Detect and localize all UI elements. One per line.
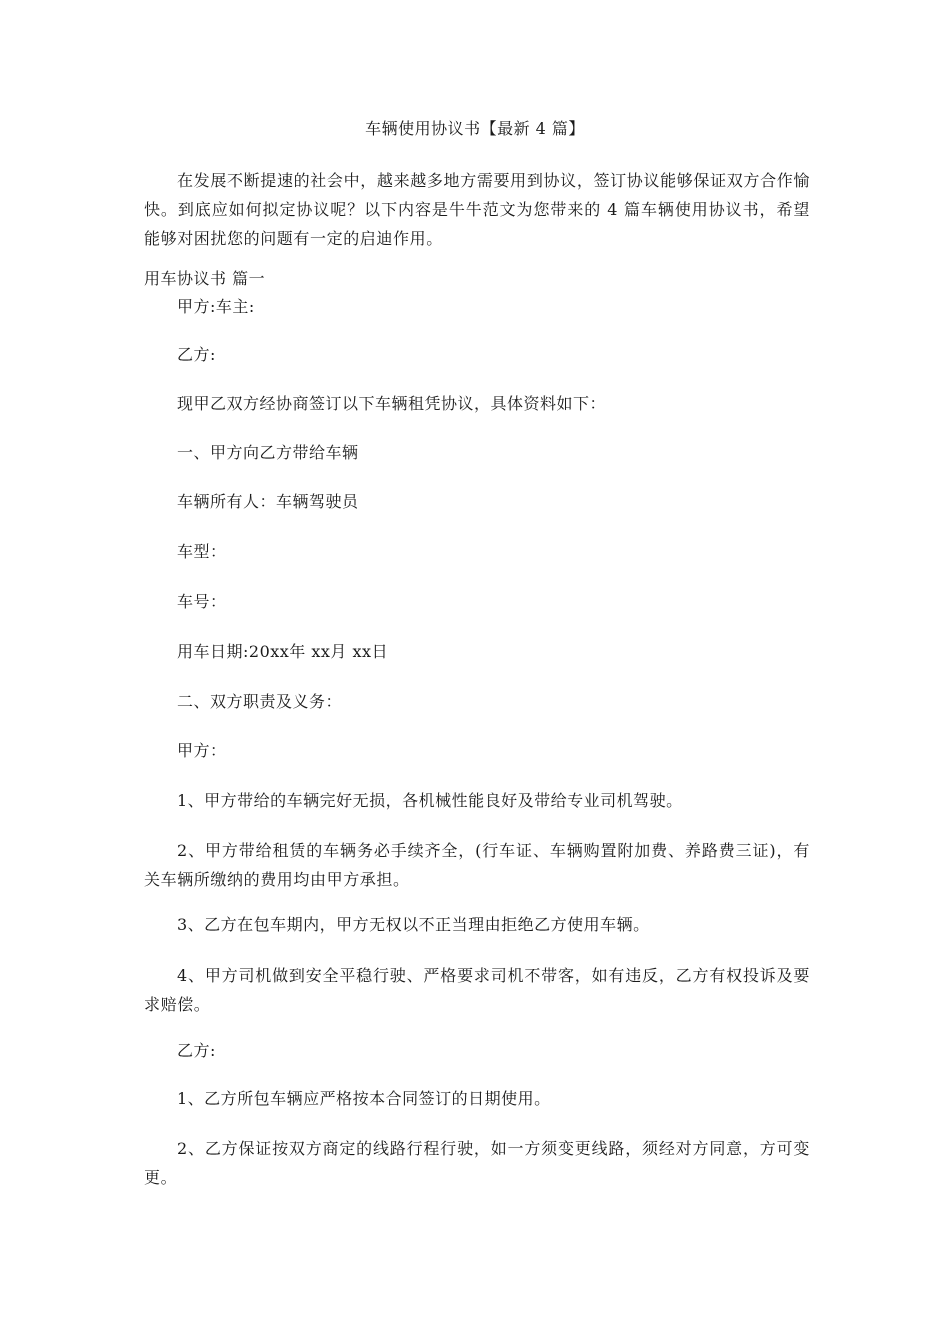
- party-a-item-3: 3、乙方在包车期内，甲方无权以不正当理由拒绝乙方使用车辆。: [177, 915, 650, 934]
- preamble-line: 现甲乙双方经协商签订以下车辆租凭协议，具体资料如下：: [177, 394, 607, 413]
- party-b-item-1: 1、乙方所包车辆应严格按本合同签订的日期使用。: [177, 1089, 551, 1108]
- intro-paragraph: 在发展不断提速的社会中，越来越多地方需要用到协议，签订协议能够保证双方合作愉快。到底应如何拟定协议呢？以下内容是牛牛范文为您带来的 4 篇车辆使用协议书，希望能够对困扰您的问题有一定的启迪作用。: [144, 171, 810, 248]
- party-b-line: 乙方:: [177, 345, 216, 364]
- clause1-title: 一、甲方向乙方带给车辆: [177, 443, 359, 462]
- vehicle-model-line: 车型：: [177, 542, 227, 561]
- vehicle-owner-line: 车辆所有人：车辆驾驶员: [177, 492, 359, 511]
- party-a-item-2: 2、甲方带给租赁的车辆务必手续齐全，(行车证、车辆购置附加费、养路费三证)，有关车辆所缴纳的费用均由甲方承担。: [144, 841, 810, 889]
- section-heading: 用车协议书 篇一: [144, 269, 266, 288]
- clause2-title: 二、双方职责及义务：: [177, 692, 343, 711]
- party-a-label: 甲方：: [177, 741, 227, 760]
- party-b-label: 乙方:: [177, 1041, 216, 1060]
- party-a-line: 甲方:车主:: [177, 297, 255, 316]
- document-title: 车辆使用协议书【最新 4 篇】: [365, 119, 585, 138]
- usage-date-line: 用车日期:20xx年 xx月 xx日: [177, 642, 389, 661]
- vehicle-plate-line: 车号：: [177, 592, 227, 611]
- party-a-item-4: 4、甲方司机做到安全平稳行驶、严格要求司机不带客，如有违反，乙方有权投诉及要求赔偿。: [144, 966, 810, 1014]
- party-b-item-2: 2、乙方保证按双方商定的线路行程行驶，如一方须变更线路，须经对方同意，方可变更。: [144, 1139, 810, 1187]
- party-a-item-1: 1、甲方带给的车辆完好无损，各机械性能良好及带给专业司机驾驶。: [177, 791, 683, 810]
